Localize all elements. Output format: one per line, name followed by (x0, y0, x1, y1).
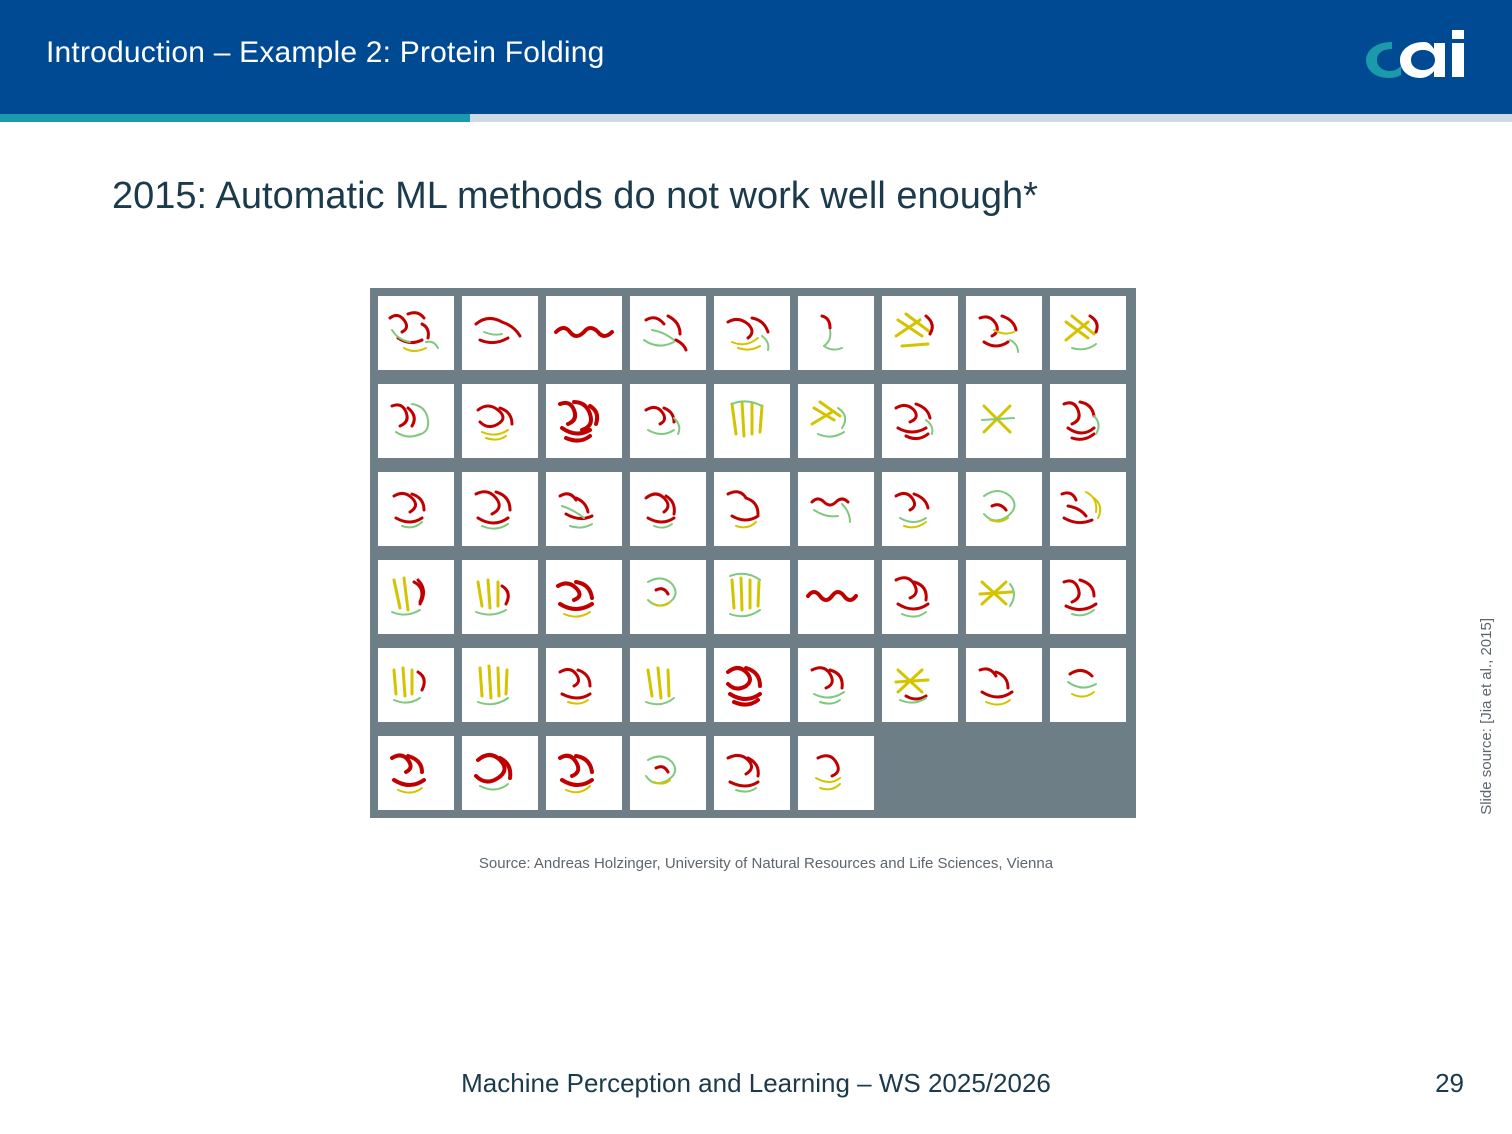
protein-structure-thumbnail (882, 472, 958, 546)
grid-row (378, 648, 1128, 722)
grid-empty-cell (882, 736, 958, 810)
protein-structure-thumbnail (714, 384, 790, 458)
protein-structure-thumbnail (378, 384, 454, 458)
protein-structure-thumbnail (630, 296, 706, 370)
protein-structure-thumbnail (546, 648, 622, 722)
protein-structure-thumbnail (714, 648, 790, 722)
protein-structure-thumbnail (462, 560, 538, 634)
protein-structure-thumbnail (1050, 472, 1126, 546)
cai-logo (1362, 28, 1470, 86)
protein-structure-thumbnail (462, 472, 538, 546)
protein-structure-thumbnail (378, 648, 454, 722)
protein-structure-thumbnail (798, 384, 874, 458)
protein-structure-thumbnail (546, 736, 622, 810)
protein-structure-thumbnail (462, 736, 538, 810)
protein-structure-thumbnail (630, 736, 706, 810)
protein-structure-thumbnail (714, 560, 790, 634)
footer-course-title: Machine Perception and Learning – WS 2025/2026 (461, 1068, 1051, 1098)
protein-structure-thumbnail (966, 648, 1042, 722)
protein-structure-thumbnail (966, 560, 1042, 634)
grid-empty-cell (1050, 736, 1126, 810)
protein-structure-thumbnail (1050, 560, 1126, 634)
grid-row (378, 472, 1128, 546)
protein-structure-thumbnail (546, 296, 622, 370)
protein-structure-thumbnail (966, 472, 1042, 546)
protein-structure-thumbnail (714, 472, 790, 546)
protein-structure-thumbnail (714, 736, 790, 810)
protein-structure-thumbnail (378, 736, 454, 810)
slide-header (0, 0, 1512, 114)
protein-structure-thumbnail (462, 384, 538, 458)
protein-structure-thumbnail (546, 560, 622, 634)
header-rule-light (470, 114, 1512, 122)
grid-row (378, 736, 1128, 810)
figure-caption: Source: Andreas Holzinger, University of Natural Resources and Life Sciences, Vienna (478, 855, 1054, 872)
header-title: Introduction – Example 2: Protein Folding (46, 36, 605, 69)
protein-structure-thumbnail (1050, 296, 1126, 370)
protein-structure-thumbnail (798, 736, 874, 810)
slide-source-credit: Slide source: [Jia et al., 2015] (1478, 618, 1495, 815)
header-rule (0, 114, 1512, 122)
protein-structure-thumbnail (546, 472, 622, 546)
footer-page-number: 29 (1435, 1068, 1464, 1098)
grid-row (378, 560, 1128, 634)
protein-structure-thumbnail (630, 384, 706, 458)
protein-structure-thumbnail (882, 296, 958, 370)
protein-structure-thumbnail (546, 384, 622, 458)
protein-structure-thumbnail (1050, 648, 1126, 722)
protein-structure-thumbnail (378, 296, 454, 370)
protein-structure-thumbnail (462, 296, 538, 370)
grid-row (378, 384, 1128, 458)
grid-empty-cell (966, 736, 1042, 810)
protein-structure-thumbnail (882, 560, 958, 634)
protein-structure-thumbnail (630, 472, 706, 546)
protein-structure-thumbnail (798, 472, 874, 546)
protein-structure-thumbnail (462, 648, 538, 722)
protein-structure-thumbnail (630, 648, 706, 722)
protein-structure-grid (370, 288, 1136, 818)
protein-structure-thumbnail (882, 384, 958, 458)
protein-structure-thumbnail (798, 648, 874, 722)
protein-structure-thumbnail (714, 296, 790, 370)
header-rule-accent (0, 114, 470, 122)
protein-structure-thumbnail (1050, 384, 1126, 458)
protein-structure-thumbnail (882, 648, 958, 722)
protein-structure-thumbnail (966, 296, 1042, 370)
slide-headline: 2015: Automatic ML methods do not work well enough* (112, 175, 1038, 217)
protein-structure-thumbnail (378, 560, 454, 634)
protein-structure-thumbnail (966, 384, 1042, 458)
protein-structure-thumbnail (378, 472, 454, 546)
protein-structure-thumbnail (630, 560, 706, 634)
protein-structure-thumbnail (798, 296, 874, 370)
grid-row (378, 296, 1128, 370)
protein-structure-thumbnail (798, 560, 874, 634)
